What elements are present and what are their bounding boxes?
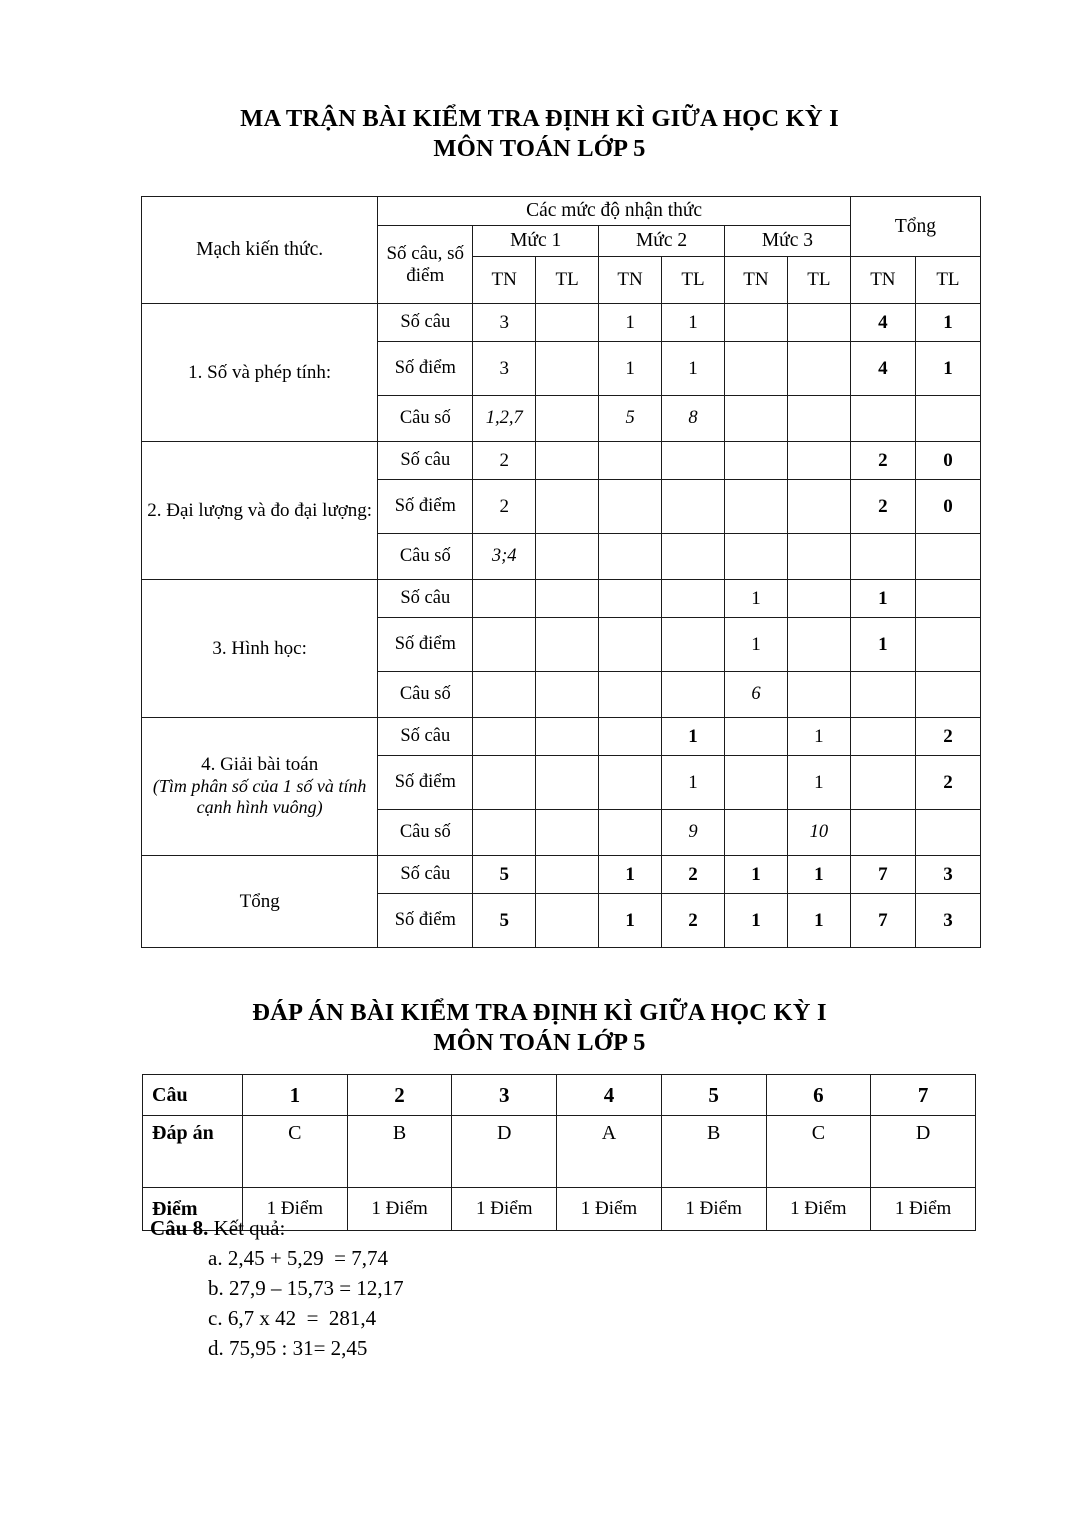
cell-s3-socau-m1tn bbox=[473, 580, 536, 618]
cell-s1-causo-total-tl bbox=[915, 396, 980, 442]
cell-s4-causo-m2tn bbox=[599, 810, 662, 856]
cell-s1-socau-m3tl bbox=[787, 304, 850, 342]
cell-s1-sodiem-m2tn: 1 bbox=[599, 342, 662, 396]
cell-s4-causo-m1tn bbox=[473, 810, 536, 856]
cell-s1-sodiem-m3tn bbox=[725, 342, 788, 396]
cell-s3-causo-m2tl bbox=[662, 672, 725, 718]
cell-s4-socau-m3tl: 1 bbox=[787, 718, 850, 756]
answers-question-6: 6 bbox=[766, 1075, 871, 1116]
answers-point-4: 1 Điểm bbox=[557, 1188, 662, 1231]
matrix-header-m3-tn: TN bbox=[725, 257, 788, 304]
answers-point-6: 1 Điểm bbox=[766, 1188, 871, 1231]
cell-s1-causo-m1tn: 1,2,7 bbox=[473, 396, 536, 442]
matrix-row bbox=[142, 304, 981, 342]
matrix-header-row-1 bbox=[142, 197, 981, 226]
cell-s3-sodiem-m1tn bbox=[473, 618, 536, 672]
cell-s3-socau-total-tn: 1 bbox=[850, 580, 915, 618]
matrix-total-label: Tổng bbox=[142, 856, 378, 948]
answers-point-7: 1 Điểm bbox=[871, 1188, 976, 1231]
question8-intro: Kết quả: bbox=[213, 1216, 286, 1240]
cell-s1-sodiem-total-tl: 1 bbox=[915, 342, 980, 396]
cell-s3-socau-m3tn: 1 bbox=[725, 580, 788, 618]
cell-s2-sodiem-m2tl bbox=[662, 480, 725, 534]
matrix-rowlabel-causo: Câu số bbox=[378, 672, 473, 718]
answers-point-2: 1 Điểm bbox=[347, 1188, 452, 1231]
cell-s1-sodiem-m3tl bbox=[787, 342, 850, 396]
matrix-header-mach: Mạch kiến thức. bbox=[142, 197, 378, 304]
answers-answer-2: B bbox=[347, 1116, 452, 1188]
answers-title bbox=[0, 998, 1079, 1058]
answers-answer-7: D bbox=[871, 1116, 976, 1188]
cell-total-sodiem-m3tl: 1 bbox=[787, 894, 850, 948]
cell-s1-sodiem-total-tn: 4 bbox=[850, 342, 915, 396]
cell-s4-causo-m3tl: 10 bbox=[787, 810, 850, 856]
matrix-header-level-3: Mức 3 bbox=[725, 226, 851, 257]
matrix-header-levels-group: Các mức độ nhận thức bbox=[378, 197, 851, 226]
cell-s1-sodiem-m1tl bbox=[536, 342, 599, 396]
matrix-table bbox=[141, 196, 981, 948]
cell-s3-causo-m1tl bbox=[536, 672, 599, 718]
answers-point-5: 1 Điểm bbox=[661, 1188, 766, 1231]
cell-s3-socau-m2tn bbox=[599, 580, 662, 618]
matrix-rowlabel-sodiem: Số điểm bbox=[378, 894, 473, 948]
answers-question-3: 3 bbox=[452, 1075, 557, 1116]
cell-s2-sodiem-m3tn bbox=[725, 480, 788, 534]
matrix-row bbox=[142, 580, 981, 618]
answers-table bbox=[142, 1074, 976, 1231]
cell-total-sodiem-m1tn: 5 bbox=[473, 894, 536, 948]
cell-s1-causo-m3tl bbox=[787, 396, 850, 442]
answers-question-1: 1 bbox=[243, 1075, 348, 1116]
answers-rowlabel-diem: Điểm bbox=[143, 1188, 243, 1231]
cell-s1-socau-m1tl bbox=[536, 304, 599, 342]
answers-answer-5: B bbox=[661, 1116, 766, 1188]
cell-s3-socau-m3tl bbox=[787, 580, 850, 618]
question8-block bbox=[150, 1218, 850, 1368]
cell-s4-socau-m2tn bbox=[599, 718, 662, 756]
answers-table-container bbox=[142, 1074, 976, 1231]
cell-s2-causo-total-tn bbox=[850, 534, 915, 580]
matrix-row bbox=[142, 442, 981, 480]
cell-s2-causo-m1tl bbox=[536, 534, 599, 580]
matrix-rowlabel-socau: Số câu bbox=[378, 580, 473, 618]
cell-s1-socau-total-tl: 1 bbox=[915, 304, 980, 342]
matrix-rowlabel-socau: Số câu bbox=[378, 304, 473, 342]
cell-s3-sodiem-m2tn bbox=[599, 618, 662, 672]
cell-s4-sodiem-m2tl: 1 bbox=[662, 756, 725, 810]
matrix-header-m2-tl: TL bbox=[662, 257, 725, 304]
cell-s3-sodiem-total-tn: 1 bbox=[850, 618, 915, 672]
question8-item-c: c. 6,7 x 42 = 281,4 bbox=[208, 1306, 377, 1330]
cell-s4-sodiem-m3tn bbox=[725, 756, 788, 810]
matrix-row bbox=[142, 718, 981, 756]
matrix-header-total-tl: TL bbox=[915, 257, 980, 304]
cell-s2-sodiem-total-tl: 0 bbox=[915, 480, 980, 534]
matrix-section-label-3-main: 3. Hình học: bbox=[212, 637, 307, 659]
cell-s3-sodiem-m3tl bbox=[787, 618, 850, 672]
cell-s4-causo-m3tn bbox=[725, 810, 788, 856]
answers-point-3: 1 Điểm bbox=[452, 1188, 557, 1231]
matrix-rowlabel-causo: Câu số bbox=[378, 810, 473, 856]
cell-s3-sodiem-m1tl bbox=[536, 618, 599, 672]
answers-answer-4: A bbox=[557, 1116, 662, 1188]
cell-total-socau-m3tl: 1 bbox=[787, 856, 850, 894]
cell-total-socau-m2tl: 2 bbox=[662, 856, 725, 894]
answers-rowlabel-cau: Câu bbox=[143, 1075, 243, 1116]
matrix-header-tong: Tổng bbox=[850, 197, 980, 257]
matrix-section-label-4-sub: (Tìm phân số của 1 số và tính cạnh hình vuông) bbox=[152, 775, 367, 818]
matrix-header-m2-tn: TN bbox=[599, 257, 662, 304]
cell-s3-causo-m1tn bbox=[473, 672, 536, 718]
cell-s4-sodiem-total-tl: 2 bbox=[915, 756, 980, 810]
cell-s2-causo-m3tl bbox=[787, 534, 850, 580]
cell-total-socau-m1tn: 5 bbox=[473, 856, 536, 894]
cell-s4-sodiem-m3tl: 1 bbox=[787, 756, 850, 810]
matrix-header-level-2: Mức 2 bbox=[599, 226, 725, 257]
matrix-section-label-1-main: 1. Số và phép tính: bbox=[188, 361, 332, 383]
cell-s1-causo-m2tn: 5 bbox=[599, 396, 662, 442]
cell-s3-socau-m2tl bbox=[662, 580, 725, 618]
cell-s1-causo-m1tl bbox=[536, 396, 599, 442]
cell-total-socau-m3tn: 1 bbox=[725, 856, 788, 894]
cell-s3-causo-m3tn: 6 bbox=[725, 672, 788, 718]
cell-s4-sodiem-m2tn bbox=[599, 756, 662, 810]
matrix-section-label-2-main: 2. Đại lượng và đo đại lượng: bbox=[147, 499, 373, 521]
answers-title-line2: MÔN TOÁN LỚP 5 bbox=[433, 1029, 646, 1056]
cell-s1-sodiem-m2tl: 1 bbox=[662, 342, 725, 396]
cell-s1-causo-m2tl: 8 bbox=[662, 396, 725, 442]
matrix-rowlabel-sodiem: Số điểm bbox=[378, 342, 473, 396]
cell-s2-socau-m3tn bbox=[725, 442, 788, 480]
matrix-rowlabel-socau: Số câu bbox=[378, 856, 473, 894]
matrix-section-label-1 bbox=[142, 304, 378, 442]
cell-s4-socau-m1tl bbox=[536, 718, 599, 756]
cell-s4-causo-m2tl: 9 bbox=[662, 810, 725, 856]
matrix-rowlabel-sodiem: Số điểm bbox=[378, 480, 473, 534]
matrix-rowlabel-sodiem: Số điểm bbox=[378, 618, 473, 672]
cell-s3-sodiem-total-tl bbox=[915, 618, 980, 672]
cell-s4-causo-total-tl bbox=[915, 810, 980, 856]
matrix-section-label-3 bbox=[142, 580, 378, 718]
cell-s2-sodiem-m1tl bbox=[536, 480, 599, 534]
cell-s2-causo-total-tl bbox=[915, 534, 980, 580]
matrix-rowlabel-causo: Câu số bbox=[378, 396, 473, 442]
cell-total-socau-m1tl bbox=[536, 856, 599, 894]
matrix-section-label-2 bbox=[142, 442, 378, 580]
answers-rowlabel-dapan: Đáp án bbox=[143, 1116, 243, 1188]
cell-s3-socau-total-tl bbox=[915, 580, 980, 618]
cell-s4-causo-total-tn bbox=[850, 810, 915, 856]
matrix-rowlabel-socau: Số câu bbox=[378, 442, 473, 480]
matrix-header-m1-tn: TN bbox=[473, 257, 536, 304]
cell-s1-socau-m3tn bbox=[725, 304, 788, 342]
cell-s2-socau-m1tl bbox=[536, 442, 599, 480]
cell-total-sodiem-m1tl bbox=[536, 894, 599, 948]
cell-s2-socau-m2tn bbox=[599, 442, 662, 480]
cell-s1-socau-total-tn: 4 bbox=[850, 304, 915, 342]
cell-s3-socau-m1tl bbox=[536, 580, 599, 618]
cell-total-sodiem-m2tn: 1 bbox=[599, 894, 662, 948]
cell-s4-socau-m1tn bbox=[473, 718, 536, 756]
answers-row-answers bbox=[143, 1116, 976, 1188]
cell-s4-causo-m1tl bbox=[536, 810, 599, 856]
answers-question-2: 2 bbox=[347, 1075, 452, 1116]
cell-s2-socau-total-tl: 0 bbox=[915, 442, 980, 480]
cell-s4-socau-total-tn bbox=[850, 718, 915, 756]
answers-question-7: 7 bbox=[871, 1075, 976, 1116]
cell-s1-sodiem-m1tn: 3 bbox=[473, 342, 536, 396]
cell-s2-causo-m2tl bbox=[662, 534, 725, 580]
cell-s2-socau-m3tl bbox=[787, 442, 850, 480]
cell-s2-socau-total-tn: 2 bbox=[850, 442, 915, 480]
question8-label: Câu 8. bbox=[150, 1216, 209, 1240]
cell-s2-causo-m2tn bbox=[599, 534, 662, 580]
matrix-title bbox=[0, 104, 1079, 164]
answers-answer-3: D bbox=[452, 1116, 557, 1188]
answers-answer-1: C bbox=[243, 1116, 348, 1188]
cell-s2-sodiem-m3tl bbox=[787, 480, 850, 534]
cell-total-sodiem-total-tl: 3 bbox=[915, 894, 980, 948]
cell-s4-sodiem-m1tl bbox=[536, 756, 599, 810]
question8-heading bbox=[150, 1218, 850, 1239]
matrix-section-label-4 bbox=[142, 718, 378, 856]
cell-s2-causo-m1tn: 3;4 bbox=[473, 534, 536, 580]
cell-total-socau-total-tn: 7 bbox=[850, 856, 915, 894]
answers-answer-6: C bbox=[766, 1116, 871, 1188]
cell-s1-socau-m2tn: 1 bbox=[599, 304, 662, 342]
cell-total-sodiem-total-tn: 7 bbox=[850, 894, 915, 948]
cell-s2-causo-m3tn bbox=[725, 534, 788, 580]
cell-s4-sodiem-total-tn bbox=[850, 756, 915, 810]
cell-s4-socau-m2tl: 1 bbox=[662, 718, 725, 756]
matrix-header-m3-tl: TL bbox=[787, 257, 850, 304]
cell-s3-causo-m3tl bbox=[787, 672, 850, 718]
matrix-rowlabel-sodiem: Số điểm bbox=[378, 756, 473, 810]
cell-s1-socau-m2tl: 1 bbox=[662, 304, 725, 342]
matrix-section-label-4-main: 4. Giải bài toán bbox=[201, 754, 319, 776]
answers-title-line1: ĐÁP ÁN BÀI KIỂM TRA ĐỊNH KÌ GIỮA HỌC KỲ I bbox=[252, 999, 827, 1026]
matrix-table-container bbox=[141, 196, 981, 948]
cell-s3-causo-total-tl bbox=[915, 672, 980, 718]
cell-s2-sodiem-m1tn: 2 bbox=[473, 480, 536, 534]
cell-total-sodiem-m3tn: 1 bbox=[725, 894, 788, 948]
cell-s4-socau-total-tl: 2 bbox=[915, 718, 980, 756]
cell-s1-causo-total-tn bbox=[850, 396, 915, 442]
answers-point-1: 1 Điểm bbox=[243, 1188, 348, 1231]
cell-s2-sodiem-m2tn bbox=[599, 480, 662, 534]
cell-s1-socau-m1tn: 3 bbox=[473, 304, 536, 342]
answers-row-questions bbox=[143, 1075, 976, 1116]
cell-s2-socau-m1tn: 2 bbox=[473, 442, 536, 480]
cell-s1-causo-m3tn bbox=[725, 396, 788, 442]
question8-item-b: b. 27,9 – 15,73 = 12,17 bbox=[208, 1276, 404, 1300]
question8-item-d: d. 75,95 : 31= 2,45 bbox=[208, 1336, 368, 1360]
matrix-title-line2: MÔN TOÁN LỚP 5 bbox=[433, 135, 646, 162]
cell-s3-causo-total-tn bbox=[850, 672, 915, 718]
matrix-rowlabel-socau: Số câu bbox=[378, 718, 473, 756]
matrix-header-socau-sodiem: Số câu, số điểm bbox=[378, 226, 473, 304]
cell-s3-causo-m2tn bbox=[599, 672, 662, 718]
matrix-rowlabel-causo: Câu số bbox=[378, 534, 473, 580]
answers-question-5: 5 bbox=[661, 1075, 766, 1116]
cell-s4-socau-m3tn bbox=[725, 718, 788, 756]
matrix-header-level-1: Mức 1 bbox=[473, 226, 599, 257]
question8-item-a: a. 2,45 + 5,29 = 7,74 bbox=[208, 1246, 389, 1270]
matrix-header-total-tn: TN bbox=[850, 257, 915, 304]
matrix-title-line1: MA TRẬN BÀI KIỂM TRA ĐỊNH KÌ GIỮA HỌC KỲ I bbox=[240, 105, 839, 132]
cell-total-sodiem-m2tl: 2 bbox=[662, 894, 725, 948]
cell-s3-sodiem-m3tn: 1 bbox=[725, 618, 788, 672]
cell-total-socau-total-tl: 3 bbox=[915, 856, 980, 894]
cell-s2-sodiem-total-tn: 2 bbox=[850, 480, 915, 534]
answers-question-4: 4 bbox=[557, 1075, 662, 1116]
cell-s3-sodiem-m2tl bbox=[662, 618, 725, 672]
cell-s4-sodiem-m1tn bbox=[473, 756, 536, 810]
matrix-header-m1-tl: TL bbox=[536, 257, 599, 304]
cell-total-socau-m2tn: 1 bbox=[599, 856, 662, 894]
matrix-total-row-socau bbox=[142, 856, 981, 894]
cell-s2-socau-m2tl bbox=[662, 442, 725, 480]
